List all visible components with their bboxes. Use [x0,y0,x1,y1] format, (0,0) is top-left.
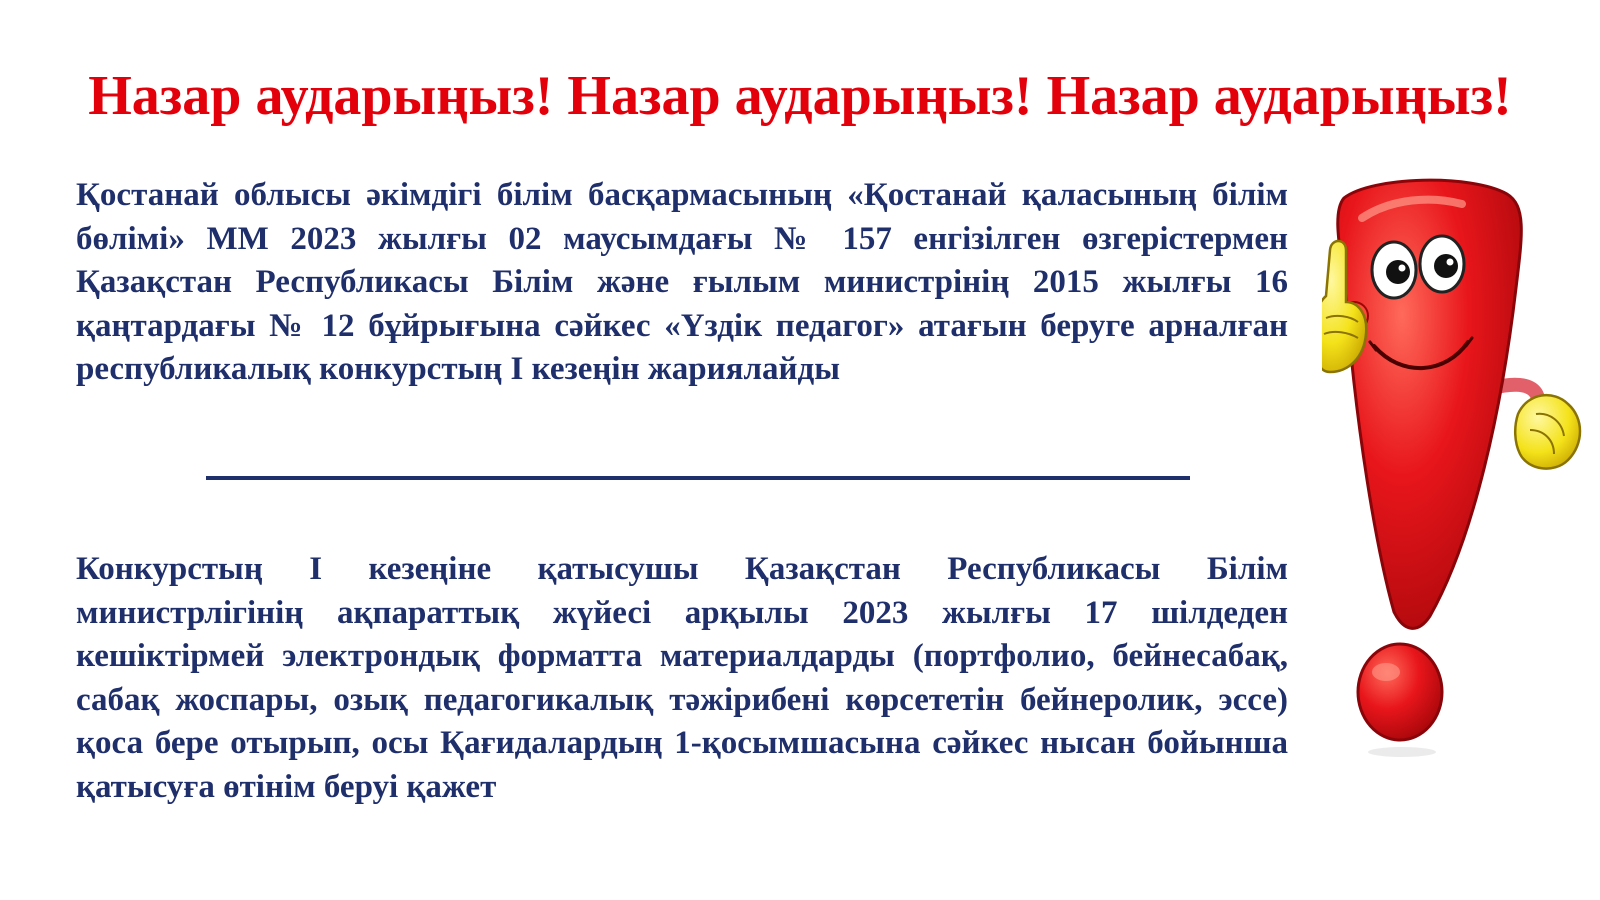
exclamation-mark-mascot-icon [1322,178,1598,778]
headline-attention: Назар аударыңыз! Назар аударыңыз! Назар аударыңыз! [88,65,1512,127]
application-paragraph: Конкурстың I кезеңіне қатысушы Қазақстан Республикасы Білім министрлігінің ақпараттық жүйесі арқылы 2023 жылғы 17 шілдеден кешіктірмей электрондық форматта материалдарды (портфолио, бейнесабақ, сабақ жоспары, озық педагогикалық тәжірибені көрсететін бейнеролик, эссе) қоса бере отырып, осы Қағидалардың 1-қосымшасына сәйкес нысан бойынша қатысуға өтінім беруі қажет [76,551,1288,805]
divider-line [206,476,1190,480]
announcement-paragraph: Қостанай облысы әкімдігі білім басқармасының «Қостанай қаласының білім бөлімі» ММ 2023 жылғы 02 маусымдағы № 157 енгізілген өзгерістермен Қазақстан Республикасы Білім және ғылым министрінің 2015 жылғы 16 қаңтардағы № 12 бұйрығына сәйкес «Үздік педагог» атағын беруге арналған республикалық конкурстың I кезеңін жариялайды [76,177,1288,387]
